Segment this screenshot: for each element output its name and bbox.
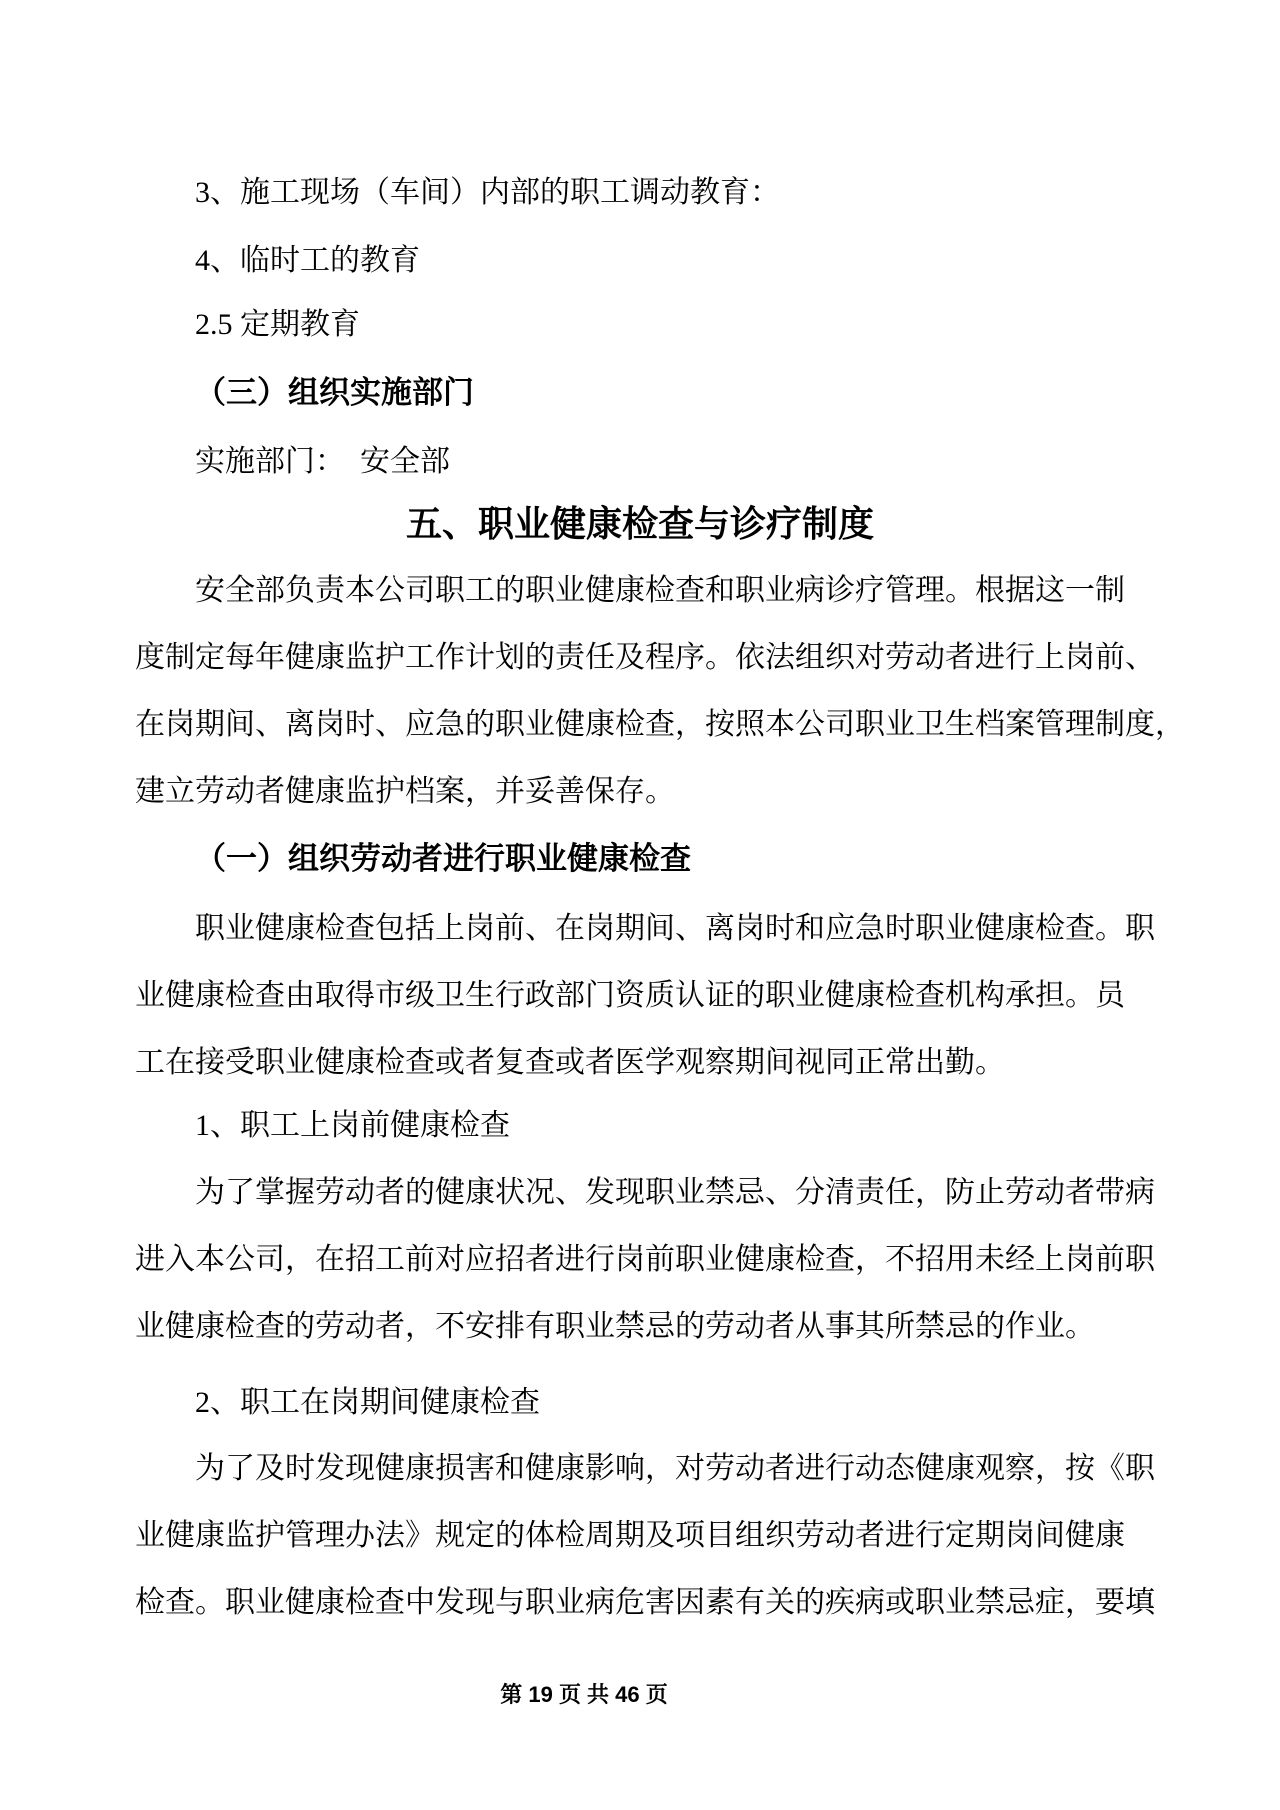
list-item-3: 3、施工现场（车间）内部的职工调动教育： [195, 176, 780, 209]
para-scope [135, 895, 1155, 1096]
section-heading-3: （三）组织实施部门 [195, 375, 474, 410]
para-line: 检查。职业健康检查中发现与职业病危害因素有关的疾病或职业禁忌症，要填 [135, 1586, 1155, 1619]
list-item-1: 1、职工上岗前健康检查 [195, 1109, 510, 1142]
chapter-title: 五、职业健康检查与诊疗制度 [405, 503, 874, 544]
para-line: 建立劳动者健康监护档案，并妥善保存。 [135, 775, 675, 808]
impl-dept-line: 实施部门： 安全部 [195, 445, 450, 478]
para-line: 度制定每年健康监护工作计划的责任及程序。依法组织对劳动者进行上岗前、 [135, 641, 1155, 674]
para-line: 业健康监护管理办法》规定的体检周期及项目组织劳动者进行定期岗间健康 [135, 1519, 1125, 1552]
section-heading-1: （一）组织劳动者进行职业健康检查 [195, 841, 691, 876]
para-line: 职业健康检查包括上岗前、在岗期间、离岗时和应急时职业健康检查。职 [195, 912, 1155, 945]
para-line: 工在接受职业健康检查或者复查或者医学观察期间视同正常出勤。 [135, 1046, 1005, 1079]
para-line: 为了掌握劳动者的健康状况、发现职业禁忌、分清责任，防止劳动者带病 [195, 1176, 1155, 1209]
para-line: 业健康检查由取得市级卫生行政部门资质认证的职业健康检查机构承担。员 [135, 979, 1125, 1012]
para-intro [135, 557, 1185, 825]
para-line: 业健康检查的劳动者，不安排有职业禁忌的劳动者从事其所禁忌的作业。 [135, 1310, 1095, 1343]
para-line: 安全部负责本公司职工的职业健康检查和职业病诊疗管理。根据这一制 [195, 574, 1125, 607]
para-line: 为了及时发现健康损害和健康影响，对劳动者进行动态健康观察，按《职 [195, 1452, 1155, 1485]
page-number: 第 19 页 共 46 页 [500, 1682, 668, 1707]
para-pre-job [135, 1159, 1155, 1360]
list-item-4: 4、临时工的教育 [195, 244, 420, 277]
para-line: 在岗期间、离岗时、应急的职业健康检查，按照本公司职业卫生档案管理制度， [135, 708, 1185, 741]
para-on-job [135, 1435, 1155, 1636]
list-item-2: 2、职工在岗期间健康检查 [195, 1386, 540, 1419]
para-line: 进入本公司，在招工前对应招者进行岗前职业健康检查，不招用未经上岗前职 [135, 1243, 1155, 1276]
list-item-2-5: 2.5 定期教育 [195, 308, 360, 341]
